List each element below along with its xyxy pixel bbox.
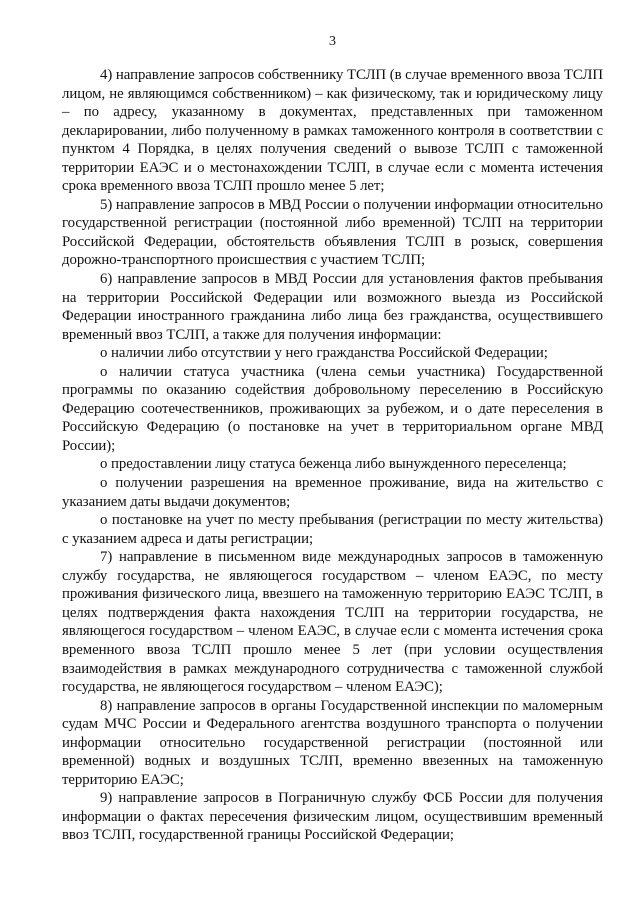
paragraph-subitem-residence-permit: о получении разрешения на временное проживание, вида на жительство с указанием даты выдачи документов; bbox=[62, 475, 603, 510]
document-body bbox=[62, 66, 603, 845]
paragraph-subitem-citizenship: о наличии либо отсутствии у него гражданства Российской Федерации; bbox=[100, 345, 548, 362]
paragraph-subitem-refugee-status: о предоставлении лицу статуса беженца либо вынужденного переселенца; bbox=[100, 456, 567, 473]
document-page bbox=[62, 0, 603, 904]
paragraph-item-6: 6) направление запросов в МВД России для установления фактов пребывания на территории Российской Федерации или возможного выезда из Российской Федерации иностранного гражданина либо лица без гражданства, осуществившего временный ввоз ТСЛП, а также для получения информации: bbox=[62, 271, 603, 343]
page-number: 3 bbox=[329, 34, 336, 49]
paragraph-item-8: 8) направление запросов в органы Государственной инспекции по маломерным судам МЧС России и Федерального агентства воздушного транспорта о получении информации относительно государственной регистрации (постоянной или временной) водных и воздушных ТСЛП, временно ввезенных на таможенную территорию ЕАЭС; bbox=[62, 697, 603, 788]
paragraph-item-9: 9) направление запросов в Пограничную службу ФСБ России для получения информации о фактах пересечения физическим лицом, осуществившим временный ввоз ТСЛП, государственной границы Российской Федерации; bbox=[62, 790, 603, 844]
paragraph-item-4: 4) направление запросов собственнику ТСЛП (в случае временного ввоза ТСЛП лицом, не являющимся собственником) – как физическому, так и юридическому лицу – по адресу, указанному в документах, представленных при таможенном декларировании, либо полученному в рамках таможенного контроля в соответствии с пунктом 4 Порядка, в целях получения сведений о вывозе ТСЛП с таможенной территории ЕАЭС и о местонахождении ТСЛП, в случае если с момента истечения срока временного ввоза ТСЛП прошло менее 5 лет; bbox=[62, 67, 603, 195]
paragraph-item-5: 5) направление запросов в МВД России о получении информации относительно государственной регистрации (постоянной либо временной) ТСЛП на территории Российской Федерации, обстоятельств объявления ТСЛП в розыск, совершения дорожно-транспортного происшествия с участием ТСЛП; bbox=[62, 196, 603, 269]
paragraph-subitem-program-status: о наличии статуса участника (члена семьи участника) Государственной программы по оказанию содействия добровольному переселению в Российскую Федерацию соотечественников, проживающих за рубежом, и о дате переселения в Российскую Федерацию (о постановке на учет в территориальном органе МВД России); bbox=[62, 363, 603, 454]
paragraph-item-7: 7) направление в письменном виде международных запросов в таможенную службу государства, не являющегося государством – членом ЕАЭС, по месту проживания физического лица, ввезшего на таможенную территорию ЕАЭС ТСЛП, в целях подтверждения факта нахождения ТСЛП на территории государства, не являющегося государством – членом ЕАЭС, в случае если с момента истечения срока временного ввоза ТСЛП прошло менее 5 лет (при условии осуществления взаимодействия в рамках международного сотрудничества с таможенной службой государства, не являющегося государством – членом ЕАЭС); bbox=[62, 549, 603, 696]
paragraph-subitem-registration: о постановке на учет по месту пребывания (регистрации по месту жительства) с указанием адреса и даты регистрации; bbox=[62, 512, 603, 547]
